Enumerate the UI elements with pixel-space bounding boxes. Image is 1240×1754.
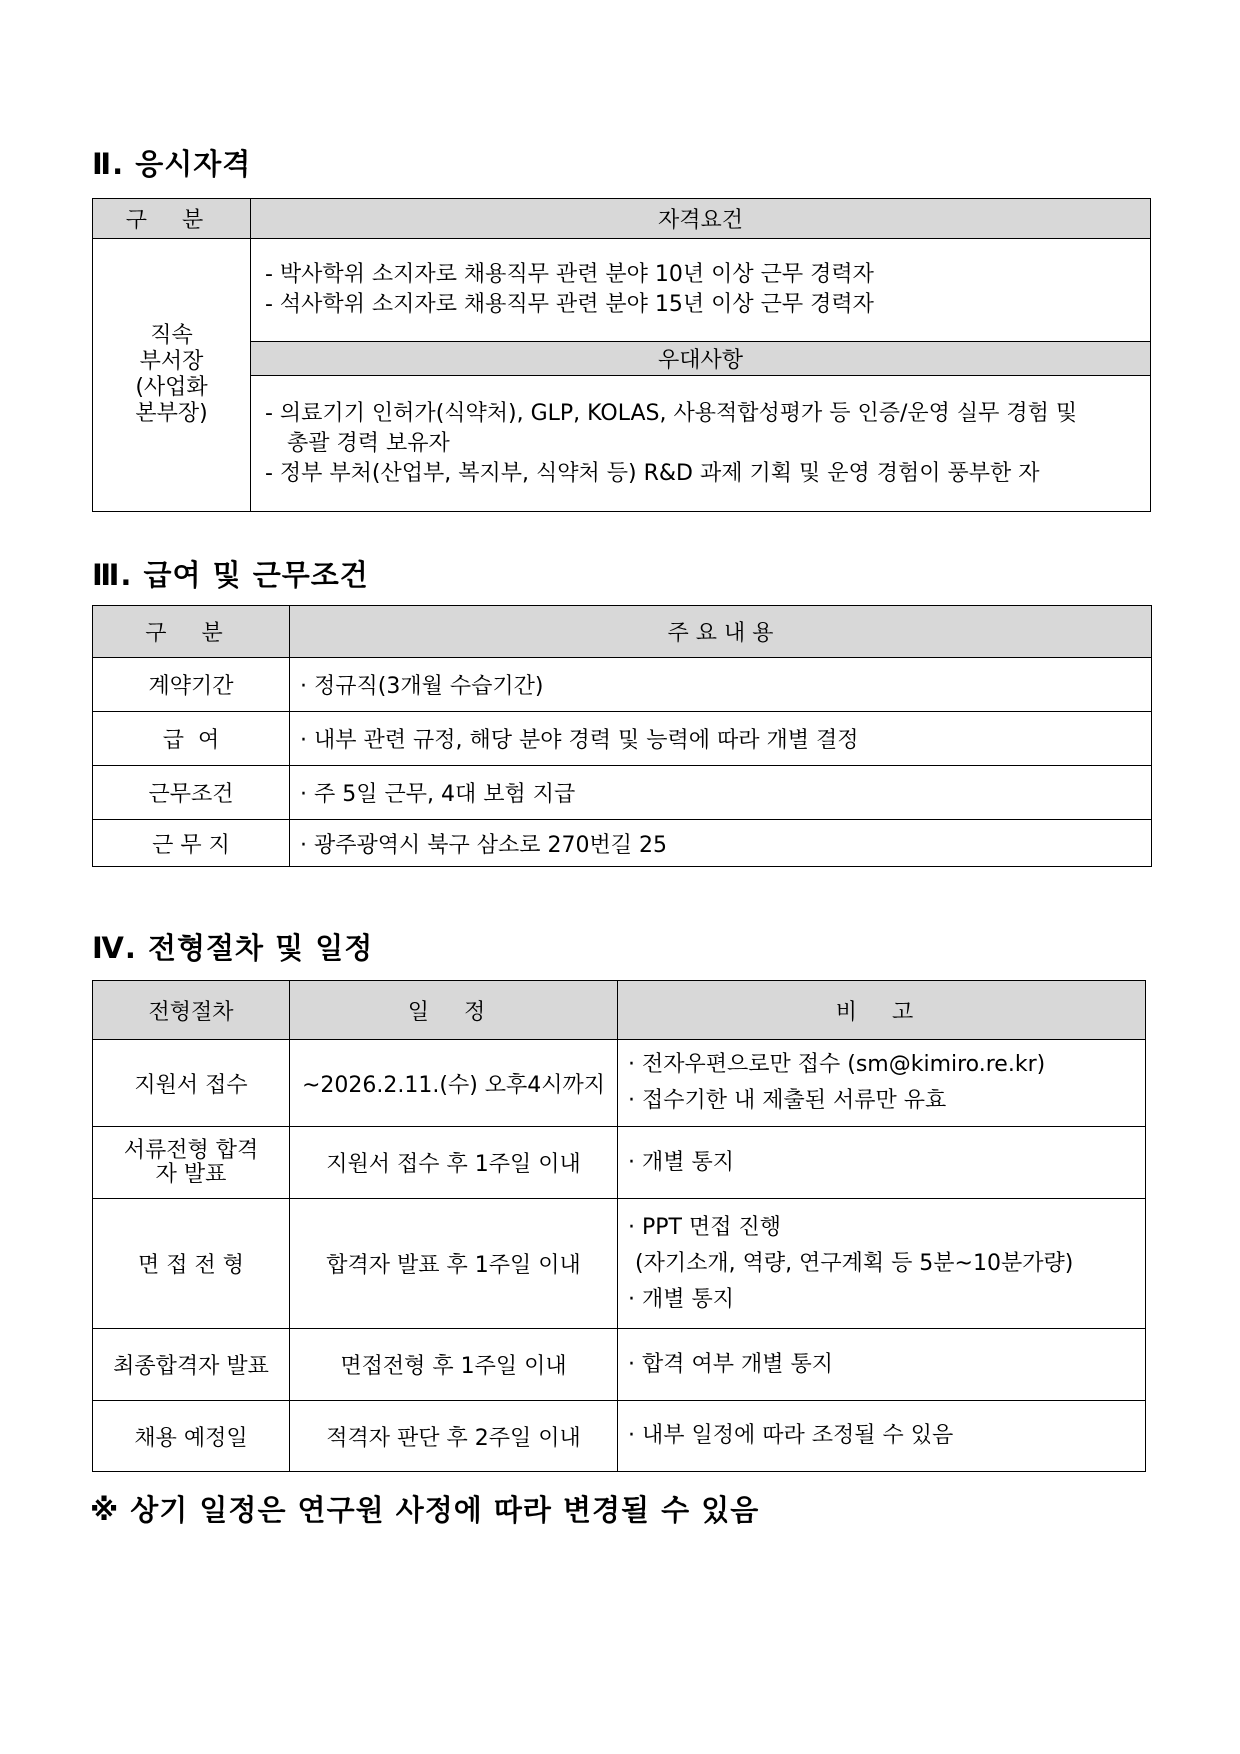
section-2-title: Ⅱ. 응시자격	[92, 147, 252, 181]
row-label: 근 무 지	[93, 820, 290, 867]
header-schedule: 일 정	[290, 981, 618, 1040]
salary-conditions-table	[92, 605, 1152, 867]
row-value: · 정규직(3개월 수습기간)	[290, 658, 1152, 712]
header-notes: 비 고	[618, 981, 1146, 1040]
requirements-cell	[251, 239, 1151, 342]
schedule-cell: 지원서 접수 후 1주일 이내	[290, 1127, 618, 1199]
row-value: · 광주광역시 북구 삼소로 270번길 25	[290, 820, 1152, 867]
header-main-content: 주 요 내 용	[290, 606, 1152, 658]
position-label-line: 직속	[150, 323, 193, 348]
position-label	[93, 239, 251, 512]
header-category: 구 분	[93, 606, 290, 658]
note-item: · 개별 통지	[628, 1286, 734, 1312]
notes-cell	[618, 1401, 1146, 1472]
requirement-item: - 박사학위 소지자로 채용직무 관련 분야 10년 이상 근무 경력자	[265, 262, 874, 287]
notes-cell	[618, 1329, 1146, 1401]
note-item: · 전자우편으로만 접수 (sm@kimiro.re.kr)	[628, 1052, 1046, 1077]
row-value: · 내부 관련 규정, 해당 분야 경력 및 능력에 따라 개별 결정	[290, 712, 1152, 766]
preferences-cell	[251, 376, 1151, 512]
position-label-line: 부서장	[139, 349, 204, 374]
row-label: 급 여	[93, 712, 290, 766]
schedule-cell: 적격자 판단 후 2주일 이내	[290, 1401, 618, 1472]
step-cell: 채용 예정일	[93, 1401, 290, 1472]
preferences-header: 우대사항	[251, 342, 1151, 376]
header-step: 전형절차	[93, 981, 290, 1040]
row-label: 계약기간	[93, 658, 290, 712]
note-item: · 접수기한 내 제출된 서류만 유효	[628, 1088, 947, 1113]
header-category: 구 분	[93, 199, 251, 239]
note-item: · 개별 통지	[628, 1149, 734, 1175]
row-label: 근무조건	[93, 766, 290, 820]
note-item: · 내부 일정에 따라 조정될 수 있음	[628, 1423, 954, 1448]
step-cell: 지원서 접수	[93, 1040, 290, 1127]
notes-cell	[618, 1199, 1146, 1329]
selection-schedule-table	[92, 980, 1146, 1472]
schedule-cell: 합격자 발표 후 1주일 이내	[290, 1199, 618, 1329]
position-label-line: (사업화	[135, 375, 208, 400]
row-value: · 주 5일 근무, 4대 보험 지급	[290, 766, 1152, 820]
preference-item: - 정부 부처(산업부, 복지부, 식약처 등) R&D 과제 기획 및 운영 경험이 풍부한 자	[265, 460, 1040, 486]
preference-item: - 의료기기 인허가(식약처), GLP, KOLAS, 사용적합성평가 등 인증/운영 실무 경험 및 총괄 경력 보유자	[265, 400, 1078, 456]
schedule-cell: ~2026.2.11.(수) 오후4시까지	[290, 1040, 618, 1127]
note-item: · 합격 여부 개별 통지	[628, 1351, 833, 1377]
requirement-item: - 석사학위 소지자로 채용직무 관련 분야 15년 이상 근무 경력자	[265, 292, 874, 317]
note-item: (자기소개, 역량, 연구계획 등 5분~10분가량)	[628, 1250, 1074, 1276]
notes-cell	[618, 1040, 1146, 1127]
qualification-table	[92, 198, 1151, 512]
schedule-footnote: ※ 상기 일정은 연구원 사정에 따라 변경될 수 있음	[90, 1493, 760, 1527]
notes-cell	[618, 1127, 1146, 1199]
schedule-cell: 면접전형 후 1주일 이내	[290, 1329, 618, 1401]
section-3-title: Ⅲ. 급여 및 근무조건	[92, 558, 369, 592]
step-cell: 최종합격자 발표	[93, 1329, 290, 1401]
note-item: · PPT 면접 진행	[628, 1214, 781, 1240]
header-requirements: 자격요건	[251, 199, 1151, 239]
position-label-line: 본부장)	[135, 401, 208, 426]
section-4-title: Ⅳ. 전형절차 및 일정	[92, 931, 374, 965]
step-cell: 면 접 전 형	[93, 1199, 290, 1329]
step-cell: 서류전형 합격자 발표	[93, 1127, 290, 1199]
